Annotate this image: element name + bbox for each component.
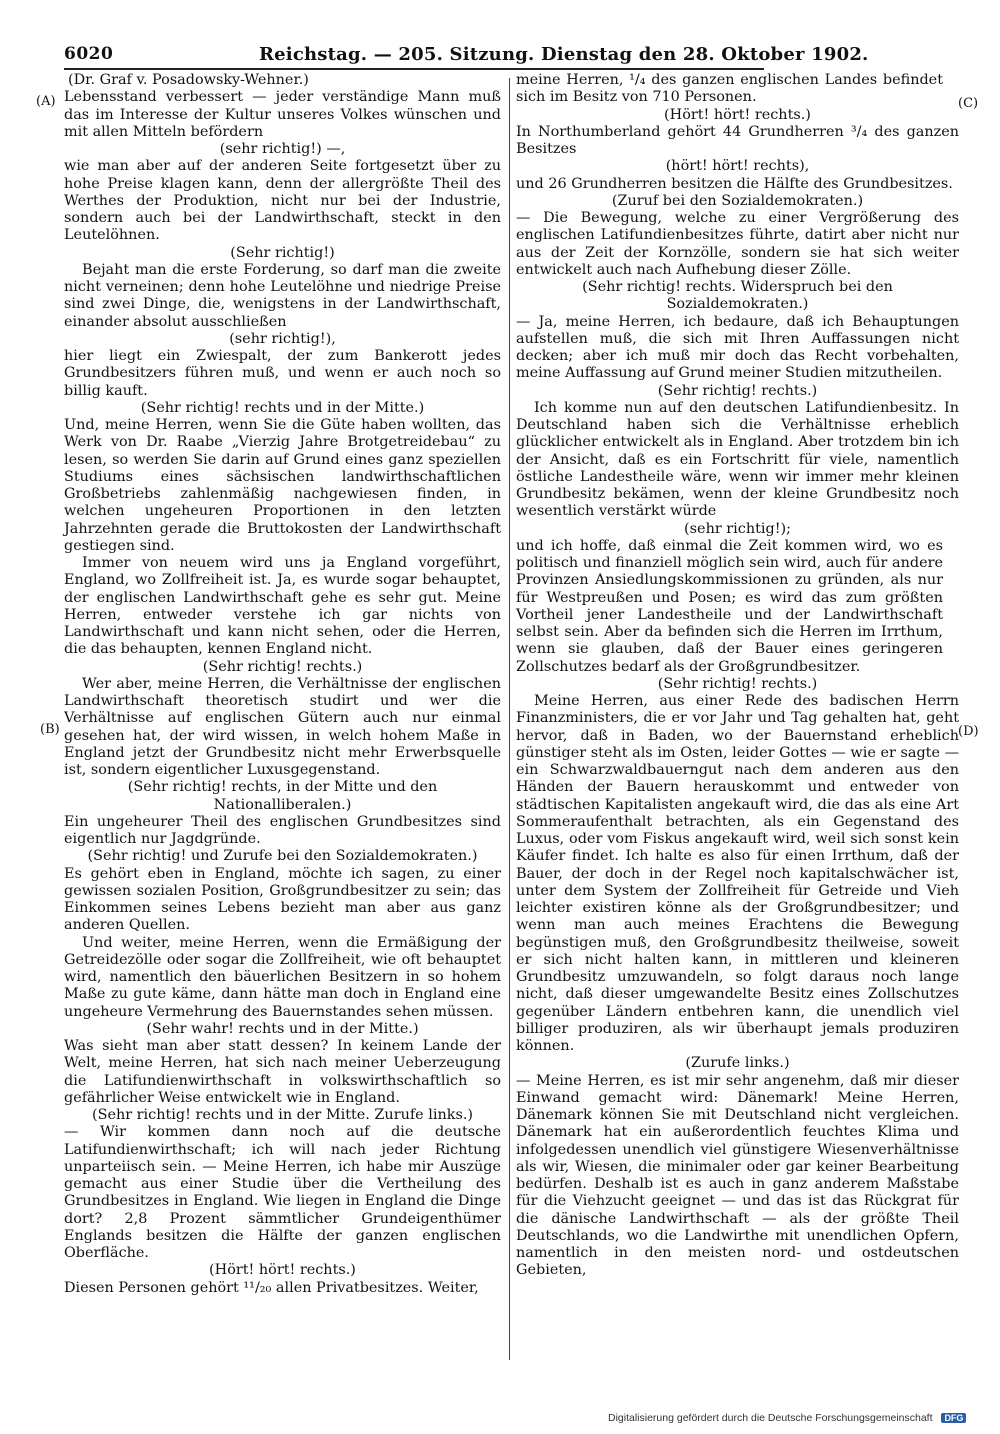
margin-marker-d: (D) [958, 724, 979, 739]
paragraph: Diesen Personen gehört ¹¹/₂₀ allen Privatbesitzes. Weiter, [64, 1279, 479, 1296]
paragraph: meine Herren, ¹/₄ des ganzen englischen Landes befindet sich im Besitz von 710 Personen. [516, 72, 943, 106]
interjection: (sehr richtig!), [229, 330, 336, 347]
column-divider [509, 78, 510, 1360]
paragraph: Ich komme nun auf den deutschen Latifundienbesitz. In Deutschland haben sich die Verhältnisse erheblich glücklicher entwickelt als in England. Aber trotzdem bin ich der Ansicht, daß es ein Fortschritt für viele, namentlich östliche Landestheile wäre, wenn wir immer mehr kleinen Grundbesitz bekämen, wenn der kleine Grundbesitz noch wesentlich verstärkt würde [516, 399, 959, 520]
right-column [516, 72, 959, 1280]
page-number: 6020 [64, 44, 114, 64]
paragraph: — Die Bewegung, welche zu einer Vergrößerung des englischen Latifundienbesitzes führte, datirt aber nicht nur aus der Zeit der Kornzölle, sondern sie hat sich weiter entwickelt auch nach Aufhebung dieser Zölle. [516, 210, 959, 278]
interjection: (Sehr richtig! rechts. Widerspruch bei den [582, 279, 893, 295]
interjection: (Sehr wahr! rechts und in der Mitte.) [146, 1020, 419, 1037]
paragraph: Lebensstand verbessert — jeder verständige Mann muß das im Interesse der Kultur unseres Volkes wünschen und mit allen Mitteln befördern [64, 89, 501, 140]
paragraph: In Northumberland gehört 44 Grundherren ³/₄ des ganzen Besitzes [516, 123, 959, 157]
speaker-label: (Dr. Graf v. Posadowsky-Wehner.) [68, 72, 309, 88]
paragraph: — Meine Herren, es ist mir sehr angenehm, daß mir dieser Einwand gemacht wird: Dänemark! Meine Herren, Dänemark können Sie mit Deutschland nicht vergleichen. Dänemark hat ein außerordentlich feuchtes Klima und infolgedessen unendlich viel günstigere Wiesenverhältnisse als wir, Wiesen, die minimaler oder gar keiner Bearbeitung bedürfen. Deshalb ist es auch in ganz anderem Maßstabe für die Viehzucht geeignet — und das ist das Rückgrat für die dänische Landwirthschaft — als der größte Theil Deutschlands, wo die Landwirthe mit unendlichen Opfern, namentlich in den meisten nord- und ostdeutschen Gebieten, [516, 1072, 959, 1279]
interjection: (Hört! hört! rechts.) [209, 1262, 356, 1279]
paragraph: — Ja, meine Herren, ich bedaure, daß ich Behauptungen aufstellen muß, die sich mit Ihren Auffassungen nicht decken; aber ich muß mir doch das Recht vorbehalten, meine Auffassung auf Grund meiner Studien mitzutheilen. [516, 313, 959, 382]
credit-text: Digitalisierung gefördert durch die Deutsche Forschungsgemeinschaft [608, 1412, 933, 1424]
interjection: (Sehr richtig!) [230, 244, 335, 261]
page-header [64, 44, 869, 70]
paragraph: Meine Herren, aus einer Rede des badischen Herrn Finanzministers, die er vor Jahr und Tag gehalten hat, geht hervor, daß in Baden, wo der Bauernstand erheblich günstiger steht als im Osten, leider Gottes — wie er sagte — ein Schwarzwaldbauerngut nach dem anderen aus den Händen der Bauern herauskommt und entweder von städtischen Kapitalisten angekauft wird, die das als eine Art Sommeraufenthalt betrachten, als ein Gegenstand des Luxus, oder vom Fiskus angekauft wird, weil sich sonst kein Käufer findet. Ich halte es also für einen Irrthum, daß der Bauer, der doch in der Regel noch kapitalschwächer ist, unter dem System der Zollfreiheit für Getreide und Vieh leichter existiren könne als der Großgrundbesitzer; und wenn man auch meines Erachtens die Bewegung begünstigen muß, den Großgrundbesitz theilweise, soweit er sich nicht halten kann, in mittleren und kleineren Grundbesitz umzuwandeln, so folgt daraus noch lange nicht, daß dieser umgewandelte Besitz eines Zollschutzes gegenüber Ländern entbehren kann, die unendlich viel billiger produziren, als wir überhaupt jemals produziren können. [516, 693, 959, 1054]
interjection: (sehr richtig!); [684, 520, 791, 537]
interjection: (Sehr richtig! rechts, in der Mitte und den [127, 779, 438, 796]
interjection: (Sehr richtig! rechts und in der Mitte.) [140, 399, 425, 416]
interjection: (Hört! hört! rechts.) [664, 106, 811, 123]
paragraph: Was sieht man aber statt dessen? In keinem Lande der Welt, meine Herren, hat sich nach meiner Ueberzeugung die Latifundienwirthschaft in volkswirthschaftlich so gefährlicher Weise entwickelt wie in England. [64, 1038, 501, 1106]
paragraph: Bejaht man die erste Forderung, so darf man die zweite nicht verneinen; denn hohe Leutelöhne und niedrige Preise sind zwei Dinge, die, wenigstens in der Landwirthschaft, einander absolut ausschließen [64, 261, 501, 330]
paragraph: Wer aber, meine Herren, die Verhältnisse der englischen Landwirthschaft theoretisch studirt und wer die Verhältnisse auf englischen Gütern auch nur einmal gesehen hat, der wird wissen, in welch hohem Maße in England jetzt der Grundbesitz nicht mehr Erwerbsquelle ist, sondern eigentlicher Luxusgegenstand. [64, 675, 501, 778]
margin-marker-b: (B) [40, 722, 60, 737]
margin-marker-c: (C) [958, 96, 979, 111]
interjection: Nationalliberalen.) [213, 796, 352, 813]
paragraph: und 26 Grundherren besitzen die Hälfte des Grundbesitzes. [516, 175, 953, 192]
paragraph: wie man aber auf der anderen Seite fortgesetzt über zu hohe Preise klagen kann, denn der allergrößte Theil des Werthes der Produktion, nicht nur bei der Industrie, sondern auch bei der Landwirthschaft, steckt in den Leutelöhnen. [64, 158, 501, 244]
paragraph: und ich hoffe, daß einmal die Zeit kommen wird, wo es politisch und finanziell möglich sein wird, auch für andere Provinzen Ansiedlungskommissionen zu gründen, als nur für Westpreußen und Posen; es wird das zum größten Vortheil jener Landestheile und der Landwirthschaft selbst sein. Aber da befinden sich die Herren im Irrthum, wenn sie glauben, daß der Bauer eines geringeren Zollschutzes bedarf als der Großgrundbesitzer. [516, 537, 943, 675]
interjection: (Zurufe links.) [685, 1055, 790, 1072]
interjection: Sozialdemokraten.) [666, 296, 809, 313]
interjection: (Sehr richtig! rechts.) [657, 675, 818, 692]
margin-marker-a: (A) [36, 94, 56, 109]
interjection: (Sehr richtig! rechts und in der Mitte. Zurufe links.) [91, 1107, 474, 1123]
paragraph: hier liegt ein Zwiespalt, der zum Bankerott jedes Grundbesitzers führen muß, und wenn er auch noch so billig kauft. [64, 348, 501, 399]
interjection: (Zuruf bei den Sozialdemokraten.) [611, 192, 864, 209]
paragraph: — Wir kommen dann noch auf die deutsche Latifundienwirthschaft; ich will nach jeder Richtung unparteiisch sein. — Meine Herren, ich habe mir Auszüge gemacht aus einer Studie über die Vertheilung des Grundbesitzes in England. Wie liegen in England die Dinge dort? 2,8 Prozent sämmtlicher Grundeigenthümer Englands besitzen die Hälfte der ganzen englischen Oberfläche. [64, 1124, 501, 1261]
dfg-logo: DFG [941, 1413, 966, 1423]
paragraph: Und, meine Herren, wenn Sie die Güte haben wollten, das Werk von Dr. Raabe „Vierzig Jahre Brotgetreidebau“ zu lesen, so werden Sie darin auf Grund eines ganz speziellen Studiums eines sächsischen landwirthschaftlichen Großbetriebs zahlenmäßig nachgewiesen finden, in welchen ungeheuren Proportionen in den letzten Jahrzehnten gerade die Bruttokosten der Landwirthschaft gestiegen sind. [64, 417, 501, 554]
header-rule [64, 68, 764, 70]
interjection: (hört! hört! rechts), [665, 158, 810, 175]
interjection: (sehr richtig!) —, [219, 141, 346, 157]
interjection: (Sehr richtig! rechts.) [657, 382, 818, 399]
paragraph: Immer von neuem wird uns ja England vorgeführt, England, wo Zollfreiheit ist. Ja, es wurde sogar behauptet, der englischen Landwirthschaft gehe es sehr gut. Meine Herren, entweder verstehe ich gar nichts von Landwirthschaft und kann nicht sehen, oder die Herren, die das behaupten, kennen England nicht. [64, 555, 501, 658]
interjection: (Sehr richtig! rechts.) [202, 658, 363, 675]
left-column [64, 72, 501, 1297]
paragraph: Ein ungeheurer Theil des englischen Grundbesitzes sind eigentlich nur Jagdgründe. [64, 813, 501, 847]
digitization-credit [608, 1412, 966, 1424]
interjection: (Sehr richtig! und Zurufe bei den Sozialdemokraten.) [87, 848, 478, 865]
paragraph: Und weiter, meine Herren, wenn die Ermäßigung der Getreidezölle oder sogar die Zollfreiheit, wie oft behauptet wird, namentlich den bäuerlichen Besitzern in so hohem Maße zu gute käme, dann hätte man doch in England eine ungeheure Vermehrung des Bauernstandes sehen müssen. [64, 934, 501, 1020]
running-title: Reichstag. — 205. Sitzung. Dienstag den 28. Oktober 1902. [259, 44, 869, 65]
paragraph: Es gehört eben in England, möchte ich sagen, zu einer gewissen sozialen Position, Großgrundbesitzer zu sein; das Einkommen seines Lebens bezieht man aber aus ganz anderen Quellen. [64, 865, 501, 934]
